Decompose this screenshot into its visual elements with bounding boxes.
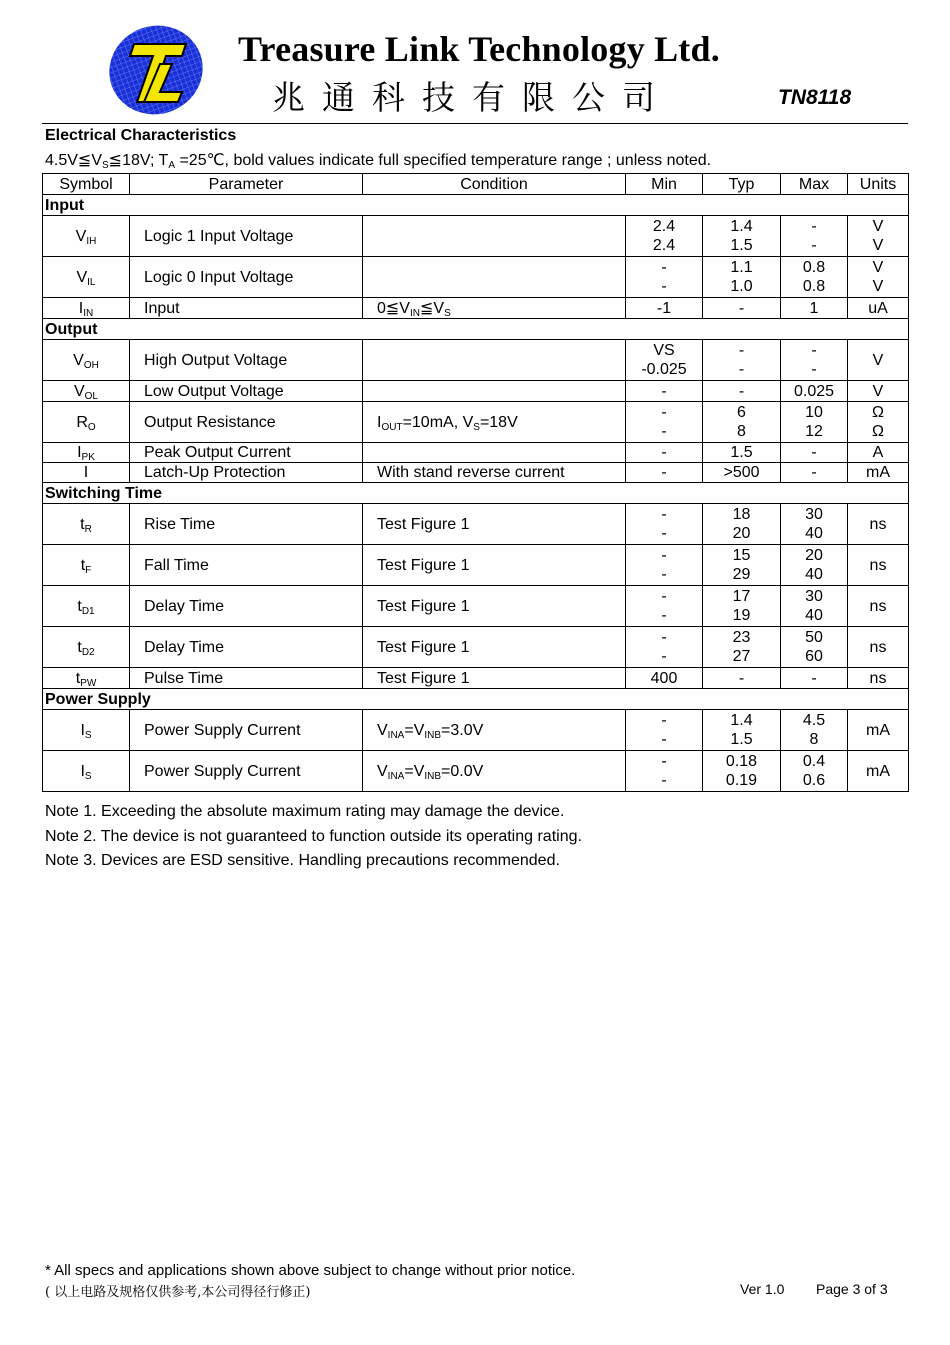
table-row: I Latch-Up Protection With stand reverse current - >500 - mA bbox=[43, 463, 909, 483]
table-row: $V_{IH}$ Logic 1 Input Voltage 2.4 2.4 1.4 1.5 - - V V bbox=[43, 216, 909, 257]
table-row: $V_{OH}$ High Output Voltage VS -0.025 - - - - V bbox=[43, 340, 909, 381]
column-header: Min bbox=[626, 174, 703, 195]
column-header: Parameter bbox=[130, 174, 363, 195]
group-row-power: Power Supply bbox=[43, 689, 909, 710]
note-1: Note 1. Exceeding the absolute maximum rating may damage the device. bbox=[45, 803, 565, 820]
electrical-characteristics-table bbox=[42, 173, 909, 792]
section-title: Electrical Characteristics bbox=[45, 127, 237, 144]
table-row: $t_{D2}$ Delay Time Test Figure 1 - - 23 27 50 60 ns bbox=[43, 627, 909, 668]
group-row-switching: Switching Time bbox=[43, 483, 909, 504]
company-logo bbox=[100, 22, 208, 118]
table-row: $I_{PK}$ Peak Output Current - 1.5 - A bbox=[43, 443, 909, 463]
footer-disclaimer: * All specs and applications shown above subject to change without prior notice. bbox=[45, 1262, 576, 1279]
document-version: Ver 1.0 bbox=[740, 1281, 785, 1297]
company-name-english: Treasure Link Technology Ltd. bbox=[238, 29, 720, 69]
table-row: $I_S$ Power Supply Current $V_{INA}=V_{INB}=0.0V$ - - 0.18 0.19 0.4 0.6 mA bbox=[43, 751, 909, 792]
footer-disclaimer-chinese: ( 以上电路及规格仅供参考,本公司得径行修正) bbox=[45, 1285, 311, 1300]
note-2: Note 2. The device is not guaranteed to function outside its operating rating. bbox=[45, 827, 582, 845]
table-row: $t_R$ Rise Time Test Figure 1 - - 18 20 30 40 ns bbox=[43, 504, 909, 545]
table-row: $R_O$ Output Resistance $I_{OUT}=10mA$, $V_S=18V$ - - 6 8 10 12 Ω Ω bbox=[43, 402, 909, 443]
table-row: $t_{PW}$ Pulse Time Test Figure 1 400 - - ns bbox=[43, 668, 909, 689]
group-row-input: Input bbox=[43, 195, 909, 216]
column-header: Condition bbox=[363, 174, 626, 195]
column-header: Symbol bbox=[43, 174, 130, 195]
table-row: $I_S$ Power Supply Current $V_{INA}=V_{INB}=3.0V$ - - 1.4 1.5 4.5 8 mA bbox=[43, 710, 909, 751]
table-row: $I_{IN}$ Input $0≦V_{IN}≦V_S$ -1 - 1 uA bbox=[43, 298, 909, 319]
table-row: $t_F$ Fall Time Test Figure 1 - - 15 29 20 40 ns bbox=[43, 545, 909, 586]
company-name-chinese: 兆通科技有限公司 bbox=[272, 78, 672, 117]
part-number: TN8118 bbox=[778, 86, 852, 109]
column-header: Units bbox=[848, 174, 909, 195]
group-row-output: Output bbox=[43, 319, 909, 340]
page-number: Page 3 of 3 bbox=[816, 1281, 888, 1297]
table-row: $V_{OL}$ Low Output Voltage - - 0.025 V bbox=[43, 381, 909, 402]
column-header: Typ bbox=[703, 174, 781, 195]
column-header: Max bbox=[781, 174, 848, 195]
table-row: $V_{IL}$ Logic 0 Input Voltage - - 1.1 1.0 0.8 0.8 V V bbox=[43, 257, 909, 298]
header-divider bbox=[42, 123, 908, 124]
table-row: $t_{D1}$ Delay Time Test Figure 1 - - 17 19 30 40 ns bbox=[43, 586, 909, 627]
table-header-row bbox=[43, 174, 909, 195]
note-3: Note 3. Devices are ESD sensitive. Handling precautions recommended. bbox=[45, 852, 560, 869]
test-conditions: $4.5V≦V_S≦18V$; $T_A$ =25℃, bold values indicate full specified temperature range ; unless noted. bbox=[45, 152, 712, 171]
notes bbox=[45, 800, 582, 874]
